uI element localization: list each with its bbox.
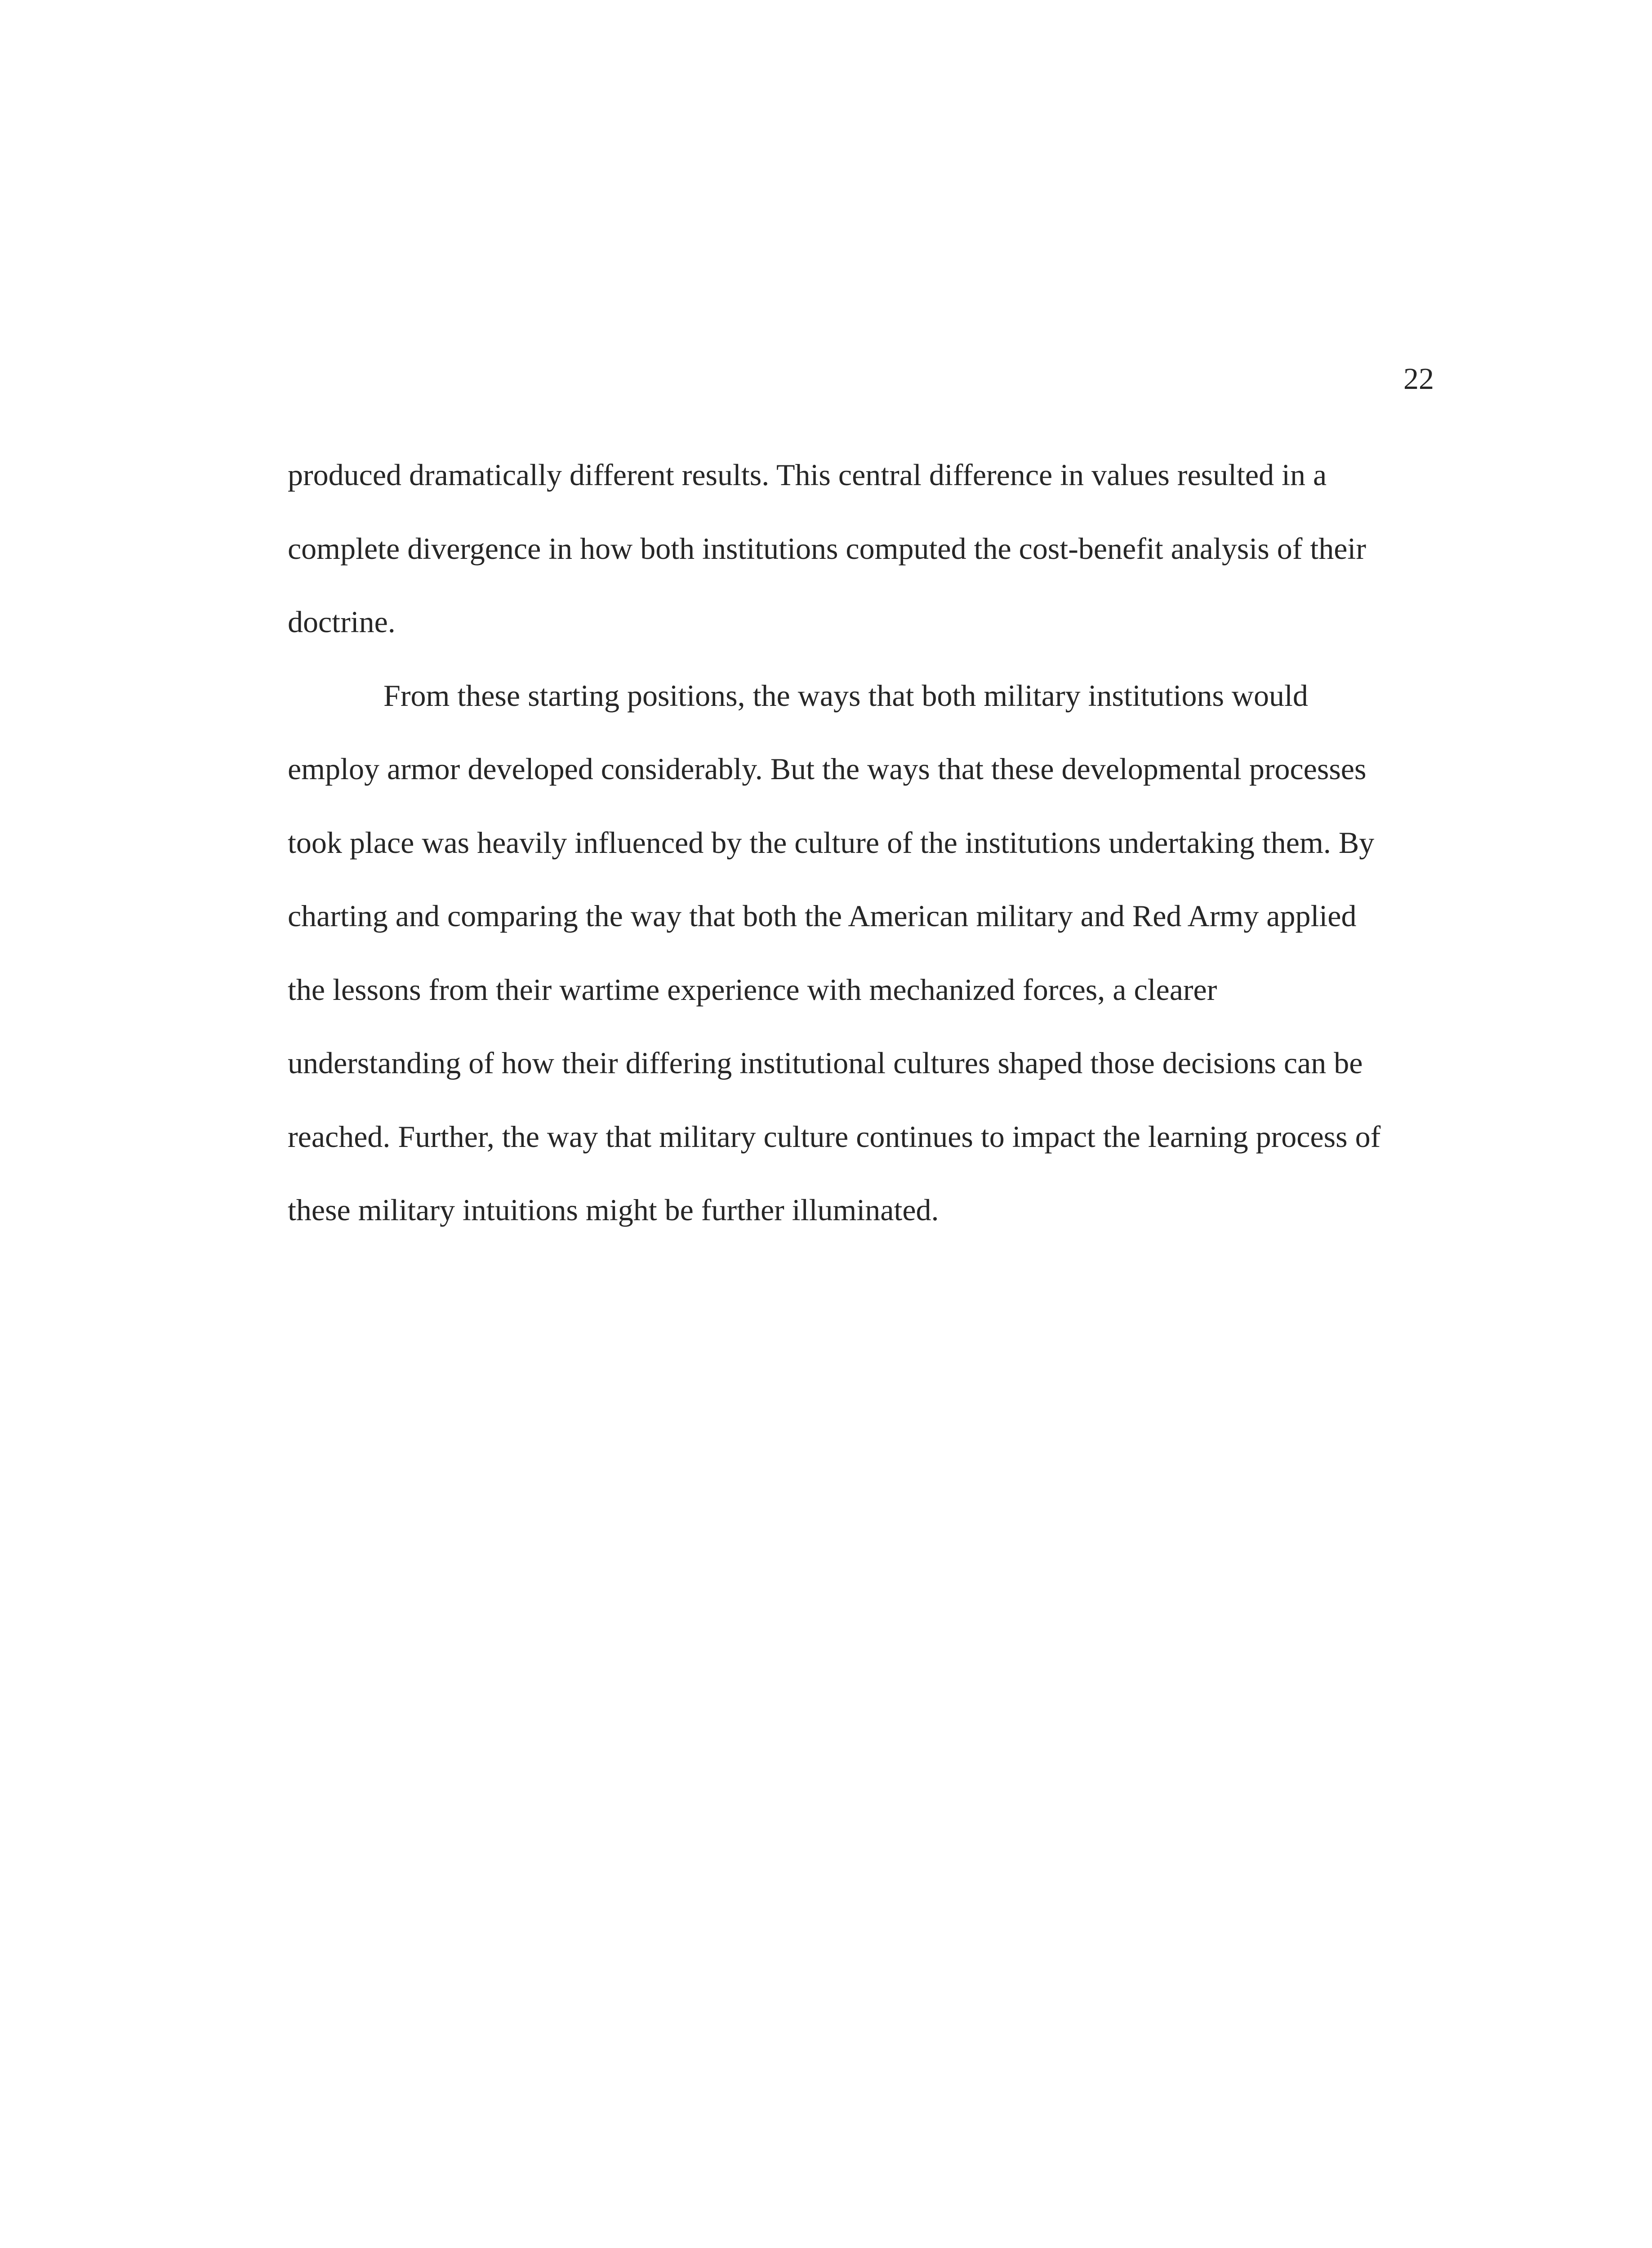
body-text (288, 438, 1438, 1247)
text-line: reached. Further, the way that military culture continues to impact the learning process of (288, 1119, 1381, 1154)
text-line: the lessons from their wartime experience with mechanized forces, a clearer (288, 972, 1217, 1007)
page-number: 22 (1403, 361, 1434, 396)
text-line: employ armor developed considerably. But the ways that these developmental processes (288, 752, 1367, 786)
text-line: took place was heavily influenced by the culture of the institutions undertaking them. By (288, 825, 1375, 860)
text-line: doctrine. (288, 605, 396, 639)
paragraph-2 (288, 659, 1438, 1247)
text-line: produced dramatically different results. This central difference in values resulted in a (288, 458, 1327, 492)
text-line: From these starting positions, the ways that both military institutions would (383, 678, 1308, 713)
paragraph-1 (288, 438, 1438, 659)
text-line: understanding of how their differing institutional cultures shaped those decisions can be (288, 1046, 1363, 1080)
text-line: complete divergence in how both institutions computed the cost-benefit analysis of their (288, 531, 1366, 566)
text-line: charting and comparing the way that both the American military and Red Army applied (288, 899, 1357, 933)
text-line: these military intuitions might be further illuminated. (288, 1193, 939, 1227)
